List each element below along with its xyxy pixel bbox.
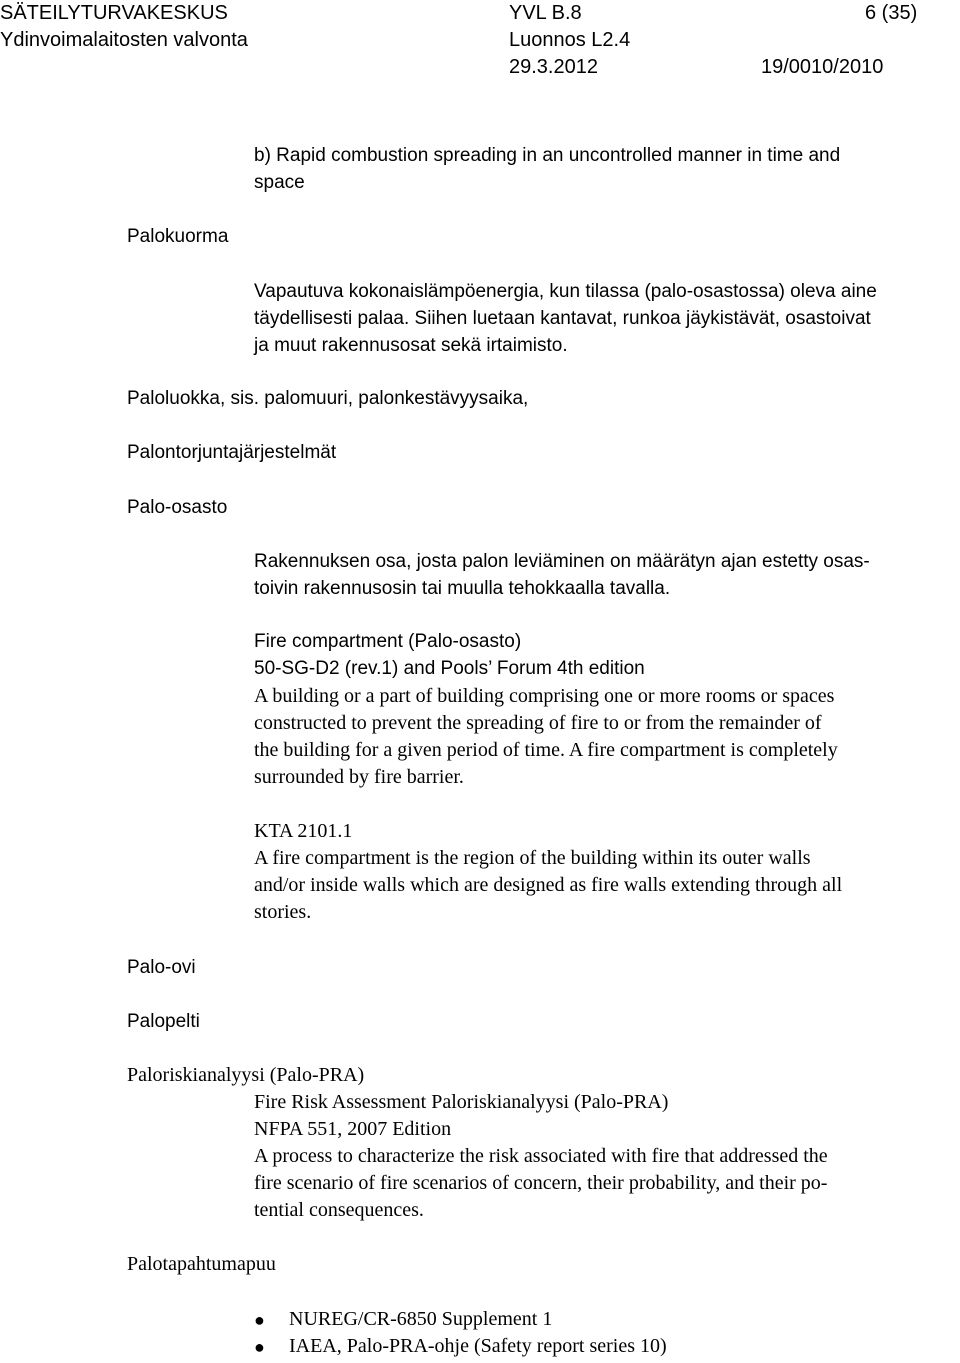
term-palopelti: Palopelti (127, 1011, 200, 1032)
palo-osasto-fi-line-2: toivin rakennusosin tai muulla tehokkaalla tavalla. (254, 578, 671, 599)
rapid-combustion-line-1: b) Rapid combustion spreading in an uncontrolled manner in time and (254, 145, 841, 166)
term-palokuorma: Palokuorma (127, 226, 229, 247)
header-draft-status: Luonnos L2.4 (509, 29, 631, 51)
term-palontorjuntajarjestelmat: Palontorjuntajärjestelmät (127, 442, 337, 463)
fire-compartment-definition-line-2: constructed to prevent the spreading of fire to or from the remainder of (254, 712, 822, 734)
kta-definition-line-2: and/or inside walls which are designed as fire walls extending through all (254, 874, 843, 896)
kta-definition-line-1: A fire compartment is the region of the building within its outer walls (254, 847, 811, 869)
header-date: 29.3.2012 (509, 56, 598, 78)
header-page-number: 6 (35) (865, 2, 918, 24)
kta-reference: KTA 2101.1 (254, 820, 353, 842)
palokuorma-definition-line-3: ja muut rakennusosat sekä irtaimisto. (254, 335, 568, 356)
palotapahtumapuu-reference-1: NUREG/CR-6850 Supplement 1 (289, 1308, 553, 1330)
term-paloluokka: Paloluokka, sis. palomuuri, palonkestävyysaika, (127, 388, 529, 409)
palokuorma-definition-line-1: Vapautuva kokonaislämpöenergia, kun tilassa (palo-osastossa) oleva aine (254, 281, 877, 302)
fire-risk-assessment-source: NFPA 551, 2007 Edition (254, 1118, 452, 1140)
fire-compartment-definition-line-1: A building or a part of building comprising one or more rooms or spaces (254, 685, 835, 707)
fire-compartment-title: Fire compartment (Palo-osasto) (254, 631, 522, 652)
bullet-icon: ● (254, 1337, 265, 1357)
header-reference: 19/0010/2010 (761, 56, 884, 78)
term-paloriskianalyysi: Paloriskianalyysi (Palo-PRA) (127, 1064, 365, 1086)
term-palotapahtumapuu: Palotapahtumapuu (127, 1253, 276, 1275)
fire-compartment-source: 50-SG-D2 (rev.1) and Pools’ Forum 4th edition (254, 658, 645, 679)
bullet-icon: ● (254, 1310, 265, 1330)
fire-risk-assessment-definition-line-3: tential consequences. (254, 1199, 424, 1221)
palotapahtumapuu-reference-2: IAEA, Palo-PRA-ohje (Safety report series 10) (289, 1335, 667, 1357)
term-palo-ovi: Palo-ovi (127, 957, 196, 978)
palokuorma-definition-line-2: täydellisesti palaa. Siihen luetaan kantavat, runkoa jäykistävät, osastoivat (254, 308, 871, 329)
rapid-combustion-line-2: space (254, 172, 305, 193)
fire-risk-assessment-title: Fire Risk Assessment Paloriskianalyysi (Palo-PRA) (254, 1091, 669, 1113)
header-guide: YVL B.8 (509, 2, 582, 24)
fire-risk-assessment-definition-line-1: A process to characterize the risk associated with fire that addressed the (254, 1145, 828, 1167)
fire-compartment-definition-line-3: the building for a given period of time. A fire compartment is completely (254, 739, 838, 761)
header-org: SÄTEILYTURVAKESKUS (0, 2, 228, 24)
fire-compartment-definition-line-4: surrounded by fire barrier. (254, 766, 464, 788)
term-palo-osasto: Palo-osasto (127, 497, 228, 518)
header-dept: Ydinvoimalaitosten valvonta (0, 29, 248, 51)
kta-definition-line-3: stories. (254, 901, 312, 923)
palo-osasto-fi-line-1: Rakennuksen osa, josta palon leviäminen on määrätyn ajan estetty osas- (254, 551, 870, 572)
fire-risk-assessment-definition-line-2: fire scenario of fire scenarios of concern, their probability, and their po- (254, 1172, 828, 1194)
